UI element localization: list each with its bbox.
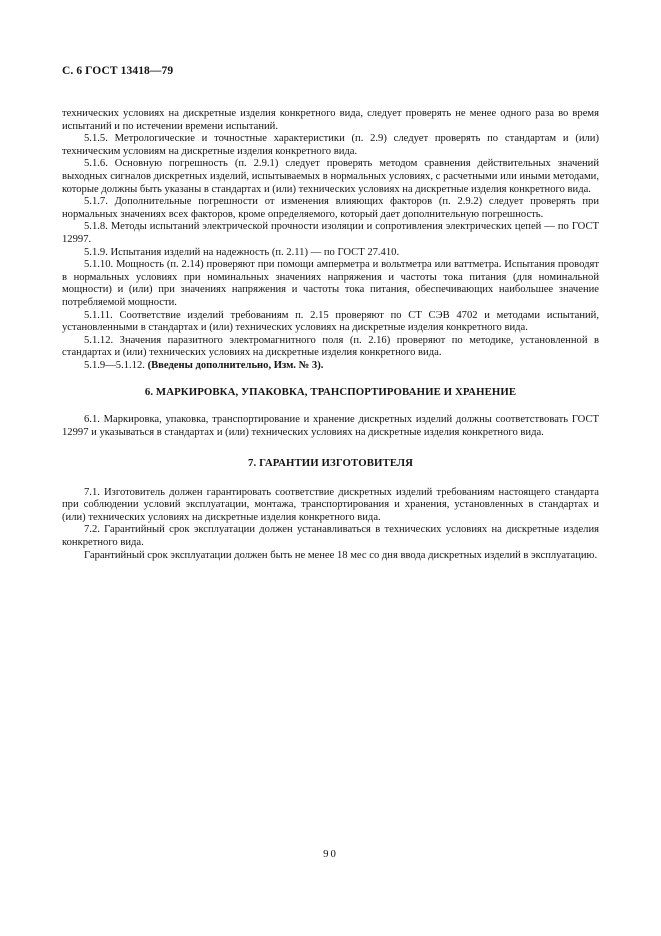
paragraph-continuation: технических условиях на дискретные изделия конкретного вида, следует проверять не менее одного раза во время испытаний и по истечении времени испытаний. [62, 108, 599, 132]
page-number: 90 [323, 848, 338, 860]
paragraph-5-1-12: 5.1.12. Значения паразитного электромагнитного поля (п. 2.16) проверяют по методике, установленной в стандартах и (или) технических условиях на дискретные изделия конкретного вида. [62, 334, 599, 359]
amendment-prefix: 5.1.9—5.1.12. [84, 359, 148, 371]
amendment-note [62, 360, 599, 373]
section-7-heading: 7. ГАРАНТИИ ИЗГОТОВИТЕЛЯ [247, 456, 414, 469]
paragraph-5-1-6: 5.1.6. Основную погрешность (п. 2.9.1) следует проверять методом сравнения действительных значений выходных сигналов дискретных изделий, испытываемых в нормальных условиях, с расчетными или иными методами, которые должны быть указаны в стандартах и (или) технических условиях на дискретные изделия конкретного вида. [62, 158, 599, 195]
paragraph-5-1-7: 5.1.7. Дополнительные погрешности от изменения влияющих факторов (п. 2.9.2) следует проверять при нормальных значениях всех факторов, кроме определяемого, который дает дополнительную погрешность. [62, 196, 599, 220]
paragraph-5-1-10: 5.1.10. Мощность (п. 2.14) проверяют при помощи амперметра и вольтметра или ваттметра. Испытания проводят в нормальных условиях при номинальных значениях напряжения и частоты тока питания (для номинальной мощности) и (или) при значениях напряжения и частоты тока питания, обеспечивающих наибольшее значение потребляемой мощности. [62, 259, 599, 308]
amendment-text: (Введены дополнительно, Изм. № 3). [147, 359, 324, 371]
paragraph-6-1: 6.1. Маркировка, упаковка, транспортирование и хранение дискретных изделий должны соответствовать ГОСТ 12997 и указываться в стандартах и (или) технических условиях на дискретные изделия конкретного вида. [62, 414, 599, 439]
section-6-heading: 6. МАРКИРОВКА, УПАКОВКА, ТРАНСПОРТИРОВАНИЕ И ХРАНЕНИЕ [144, 386, 517, 399]
paragraph-5-1-9: 5.1.9. Испытания изделий на надежность (п. 2.11) — по ГОСТ 27.410. [84, 246, 400, 258]
paragraph-warranty-term: Гарантийный срок эксплуатации должен быть не менее 18 мес со дня ввода дискретных изделий в эксплуатацию. [84, 549, 598, 561]
paragraph-7-1: 7.1. Изготовитель должен гарантировать соответствие дискретных изделий требованиям настоящего стандарта при соблюдении условий эксплуатации, монтажа, транспортирования и хранения, установленных в стандартах и (или) технических условиях на дискретные изделия конкретного вида. [62, 486, 599, 523]
paragraph-5-1-8: 5.1.8. Методы испытаний электрической прочности изоляции и сопротивления электрических цепей — по ГОСТ 12997. [62, 221, 599, 245]
paragraph-7-2: 7.2. Гарантийный срок эксплуатации должен устанавливаться в технических условиях на дискретные изделия конкретного вида. [62, 524, 599, 549]
paragraph-5-1-11: 5.1.11. Соответствие изделий требованиям п. 2.15 проверяют по СТ СЭВ 4702 и методами испытаний, установленными в стандартах и (или) технических условиях на дискретные изделия конкретного вида. [62, 309, 599, 334]
paragraph-5-1-5: 5.1.5. Метрологические и точностные характеристики (п. 2.9) следует проверять по стандартам и (или) техническим условиям на дискретные изделия конкретного вида. [62, 133, 599, 157]
page-header: С. 6 ГОСТ 13418—79 [62, 65, 174, 77]
document-body [62, 108, 599, 562]
